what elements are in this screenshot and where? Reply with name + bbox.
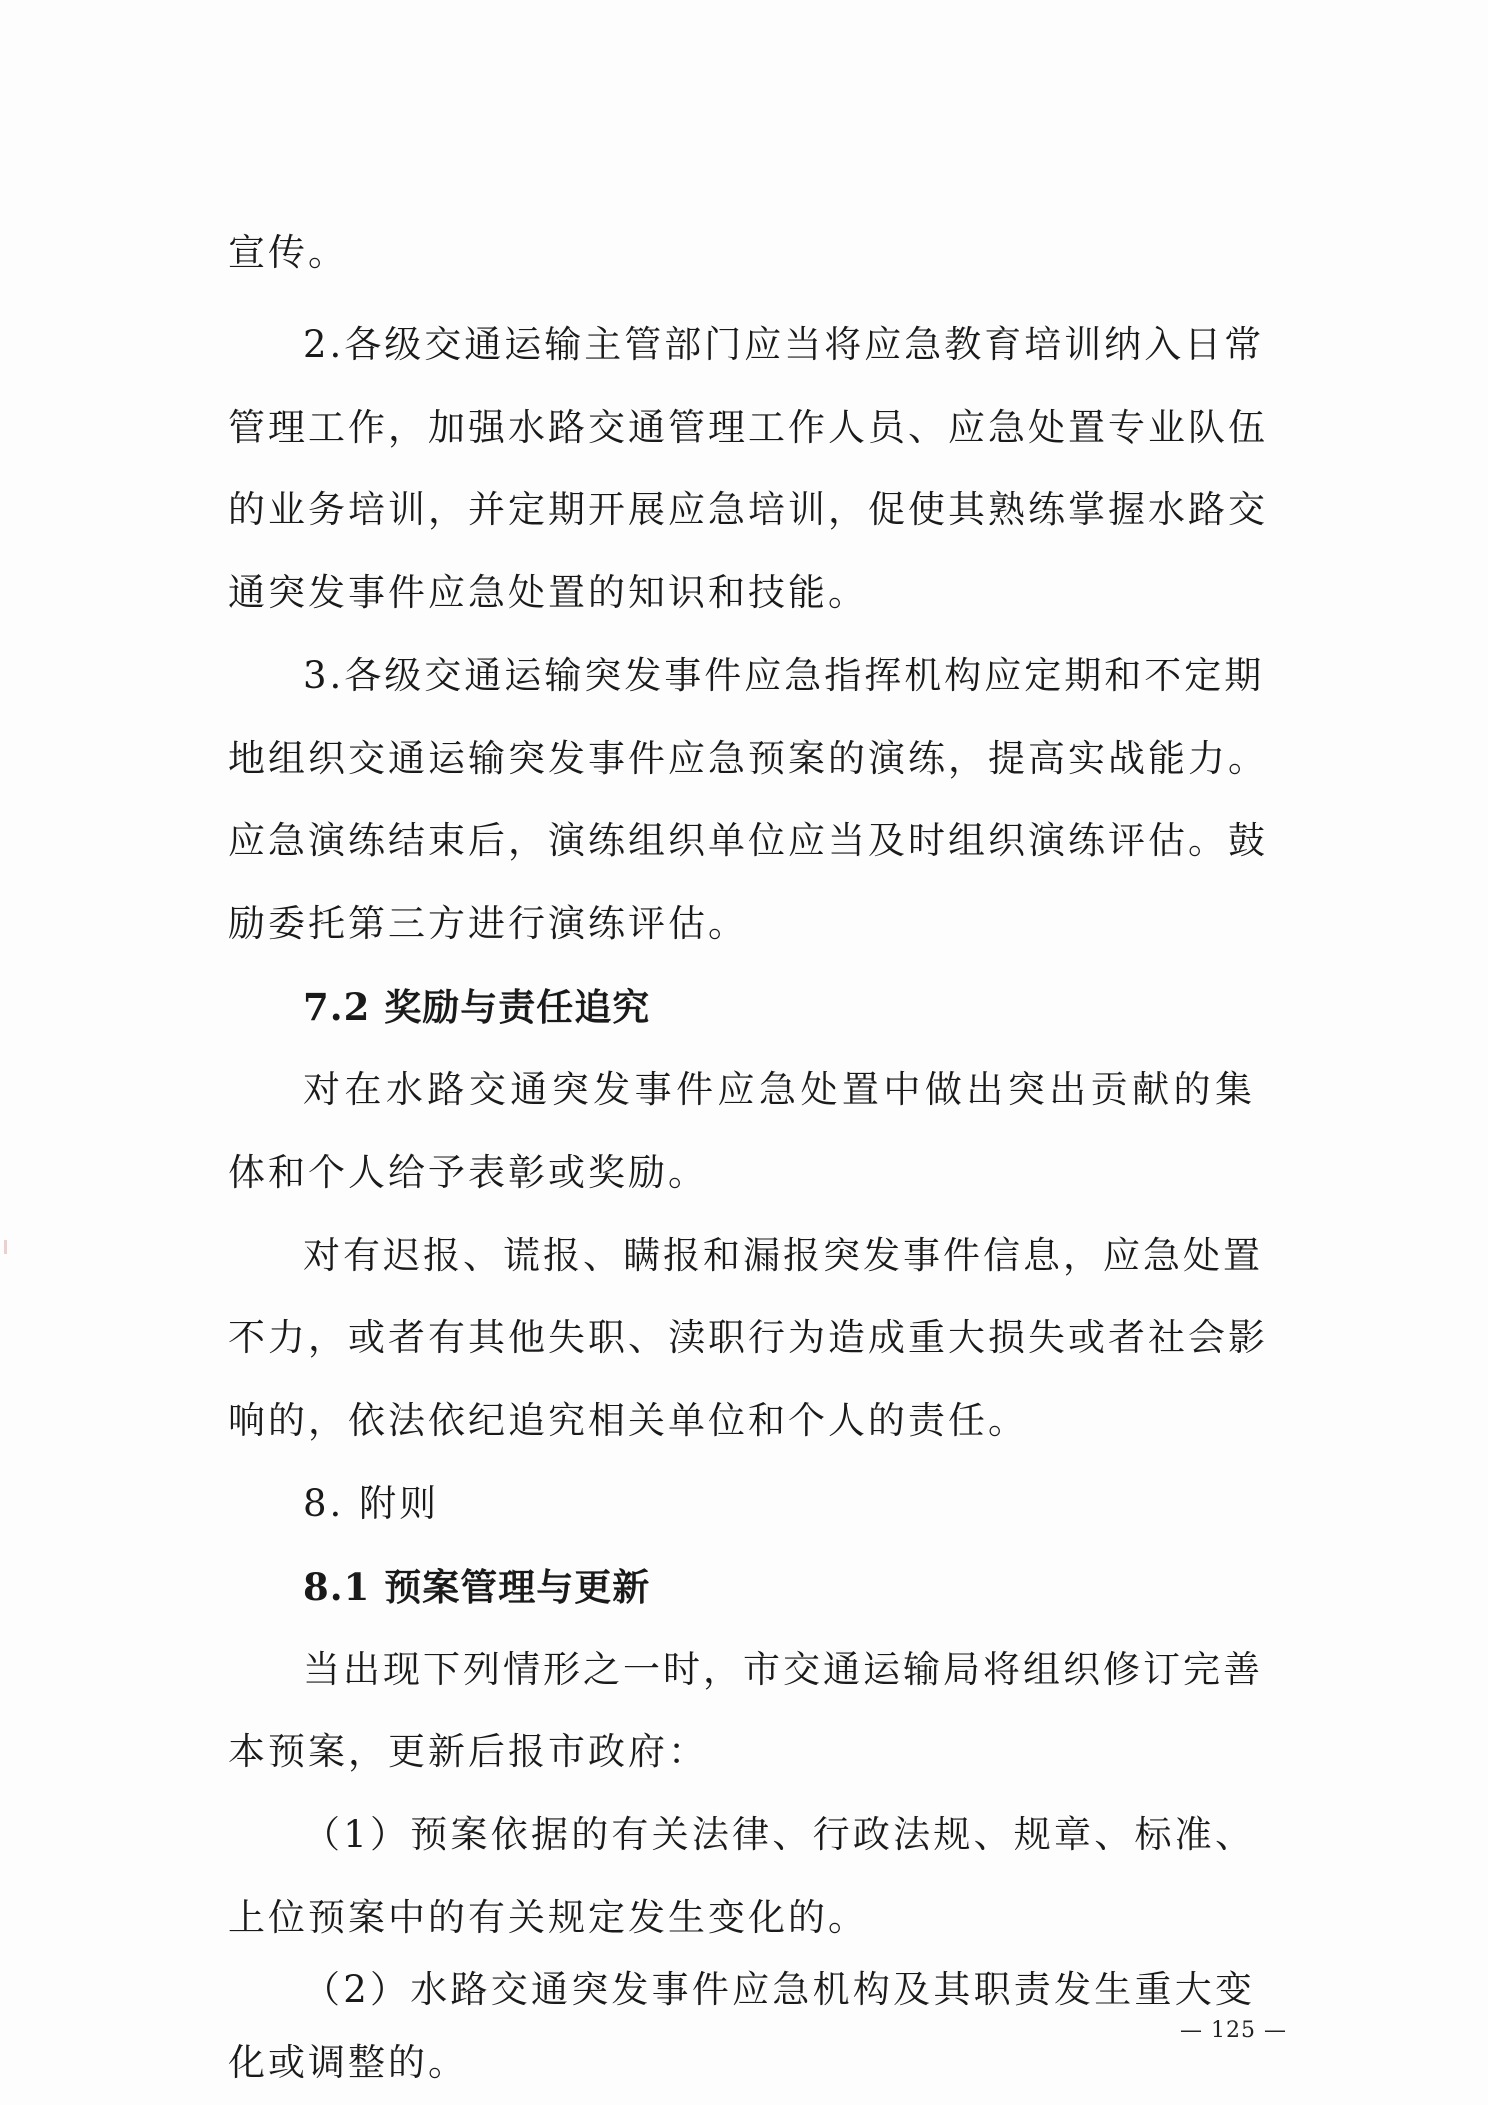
paragraph-line: 响的，依法依纪追究相关单位和个人的责任。 — [228, 1399, 1028, 1442]
section-heading-8-1: 8.1 预案管理与更新 — [303, 1565, 651, 1609]
paragraph-line: （2）水路交通突发事件应急机构及其职责发生重大变 — [303, 1968, 1255, 2011]
paragraph-line: 上位预案中的有关规定发生变化的。 — [228, 1896, 868, 1939]
paragraph-line: 管理工作，加强水路交通管理工作人员、应急处置专业队伍 — [228, 406, 1268, 449]
paragraph-line: 应急演练结束后，演练组织单位应当及时组织演练评估。鼓 — [228, 819, 1268, 862]
paragraph-line: 的业务培训，并定期开展应急培训，促使其熟练掌握水路交 — [228, 488, 1268, 531]
paragraph-line: 不力，或者有其他失职、渎职行为造成重大损失或者社会影 — [228, 1316, 1268, 1359]
section-heading-8: 8. 附则 — [303, 1482, 440, 1525]
paragraph-line: 通突发事件应急处置的知识和技能。 — [228, 571, 868, 614]
scan-edge-mark — [4, 1240, 7, 1254]
paragraph-line: 化或调整的。 — [228, 2041, 468, 2084]
paragraph-line: 对在水路交通突发事件应急处置中做出突出贡献的集 — [303, 1068, 1255, 1111]
paragraph-line: 当出现下列情形之一时，市交通运输局将组织修订完善 — [303, 1648, 1263, 1691]
paragraph-line: 本预案，更新后报市政府： — [228, 1730, 708, 1773]
paragraph-line: （1）预案依据的有关法律、行政法规、规章、标准、 — [303, 1813, 1255, 1856]
paragraph-line: 宣传。 — [228, 231, 348, 274]
paragraph-line: 2.各级交通运输主管部门应当将应急教育培训纳入日常 — [303, 323, 1265, 366]
page-number: — 125 — — [1180, 2018, 1287, 2043]
paragraph-line: 3.各级交通运输突发事件应急指挥机构应定期和不定期 — [303, 654, 1265, 697]
section-heading-7-2: 7.2 奖励与责任追究 — [303, 985, 651, 1029]
paragraph-line: 对有迟报、谎报、瞒报和漏报突发事件信息，应急处置 — [303, 1234, 1263, 1277]
paragraph-line: 励委托第三方进行演练评估。 — [228, 902, 748, 945]
paragraph-line: 体和个人给予表彰或奖励。 — [228, 1151, 708, 1194]
paragraph-line: 地组织交通运输突发事件应急预案的演练，提高实战能力。 — [228, 737, 1268, 780]
